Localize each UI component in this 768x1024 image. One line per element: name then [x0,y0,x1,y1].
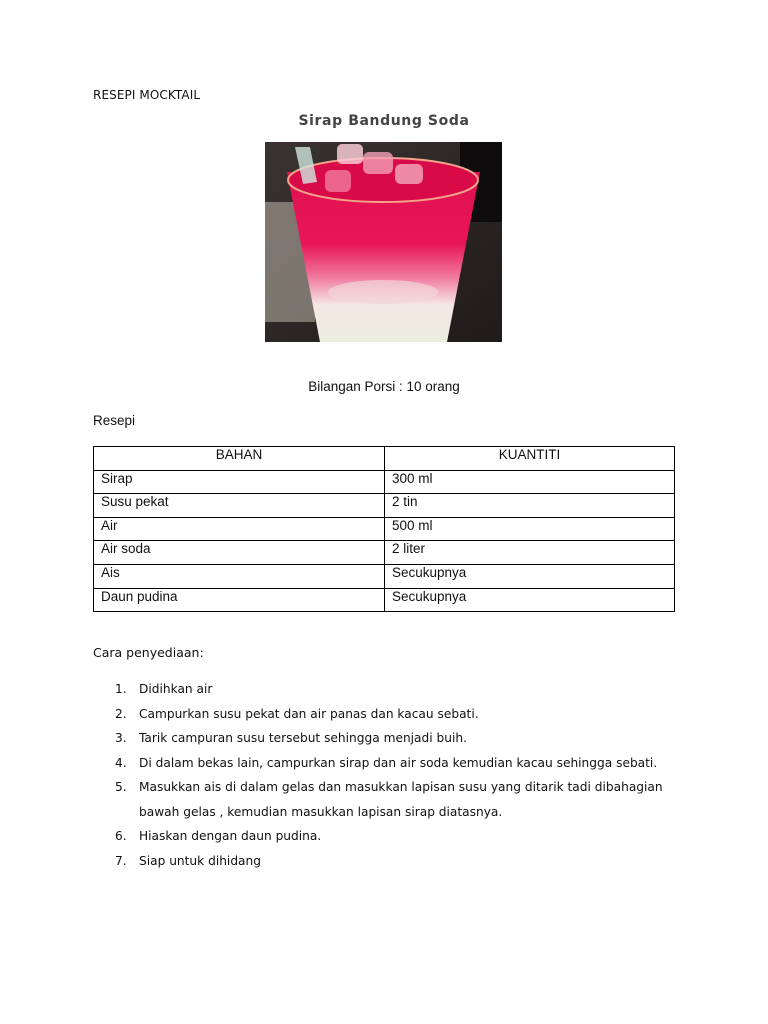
step-text: Hiaskan dengan daun pudina. [139,829,322,843]
ingredient-name: Sirap [94,470,385,494]
step-number: 5. [115,780,127,794]
step-text: Di dalam bekas lain, campurkan sirap dan air soda kemudian kacau sehingga sebati. [139,755,658,770]
method-heading: Cara penyediaan: [93,645,204,660]
column-header-kuantiti: KUANTITI [385,447,675,471]
step-number: 4. [115,755,127,770]
drink-illustration [265,142,502,342]
step-text: Siap untuk dihidang [139,853,261,868]
portion-count: Bilangan Porsi : 10 orang [308,379,460,394]
step-text: Tarik campuran susu tersebut sehingga menjadi buih. [139,731,467,745]
step-number: 6. [115,829,127,843]
ingredient-name: Air soda [94,541,385,565]
list-item [93,677,683,702]
list-item [93,849,683,874]
ingredient-quantity: 2 tin [385,494,675,518]
column-header-bahan: BAHAN [94,447,385,471]
ingredients-table [93,446,675,612]
ingredient-quantity: 2 liter [385,541,675,565]
table-header-row [94,447,675,471]
table-row [94,517,675,541]
ingredient-quantity: Secukupnya [385,564,675,588]
recipe-heading: Resepi [93,413,136,428]
table-row [94,470,675,494]
list-item [93,775,683,824]
ingredient-name: Ais [94,564,385,588]
step-text: Masukkan ais di dalam gelas dan masukkan lapisan susu yang ditarik tadi dibahagian bawah gelas , kemudian masukkan lapisan sirap diatasnya. [139,780,663,819]
step-number: 2. [115,706,127,721]
step-text: Didihkan air [139,682,213,696]
recipe-title: Sirap Bandung Soda [298,113,470,129]
method-steps-list [93,677,683,873]
list-item [93,824,683,849]
table-row [94,494,675,518]
ingredient-quantity: Secukupnya [385,588,675,612]
step-text: Campurkan susu pekat dan air panas dan kacau sebati. [139,706,479,721]
list-item [93,702,683,727]
drink-photo [265,142,502,342]
ingredient-quantity: 500 ml [385,517,675,541]
ingredient-name: Daun pudina [94,588,385,612]
ingredient-name: Air [94,517,385,541]
table-row [94,588,675,612]
ingredient-name: Susu pekat [94,494,385,518]
document-header-label: RESEPI MOCKTAIL [93,88,201,102]
step-number: 3. [115,731,127,745]
step-number: 7. [115,853,127,868]
ingredient-quantity: 300 ml [385,470,675,494]
table-row [94,541,675,565]
list-item [93,726,683,751]
table-row [94,564,675,588]
step-number: 1. [115,682,127,696]
list-item [93,751,683,776]
